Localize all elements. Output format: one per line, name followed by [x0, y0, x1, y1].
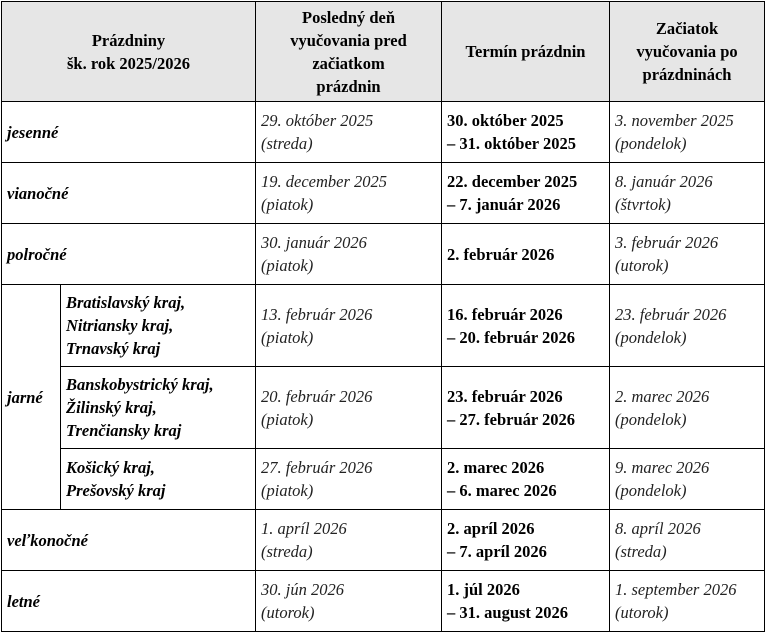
resume-cell: 3. november 2025 (pondelok) [610, 102, 765, 163]
region-cell: Banskobystrický kraj, Žilinský kraj, Trenčiansky kraj [61, 367, 256, 449]
table-row [2, 224, 765, 285]
last-day-cell: 13. február 2026 (piatok) [256, 285, 442, 367]
resume-cell: 8. január 2026 (štvrtok) [610, 163, 765, 224]
term-cell: 22. december 2025 – 7. január 2026 [442, 163, 610, 224]
resume-cell: 1. september 2026 (utorok) [610, 571, 765, 632]
table-row [2, 367, 765, 449]
region-cell: Košický kraj, Prešovský kraj [61, 449, 256, 510]
header-holidays: Prázdniny šk. rok 2025/2026 [2, 2, 256, 102]
term-cell: 2. marec 2026 – 6. marec 2026 [442, 449, 610, 510]
term-cell: 1. júl 2026 – 31. august 2026 [442, 571, 610, 632]
resume-cell: 8. apríl 2026 (streda) [610, 510, 765, 571]
resume-cell: 2. marec 2026 (pondelok) [610, 367, 765, 449]
table-row [2, 571, 765, 632]
school-holidays-table [1, 1, 765, 632]
last-day-cell: 20. február 2026 (piatok) [256, 367, 442, 449]
term-cell: 23. február 2026 – 27. február 2026 [442, 367, 610, 449]
header-term: Termín prázdnin [442, 2, 610, 102]
term-cell: 16. február 2026 – 20. február 2026 [442, 285, 610, 367]
region-cell: Bratislavský kraj, Nitriansky kraj, Trnavský kraj [61, 285, 256, 367]
table-row [2, 285, 765, 367]
holiday-name: jarné [2, 285, 61, 510]
last-day-cell: 30. január 2026 (piatok) [256, 224, 442, 285]
last-day-cell: 29. október 2025 (streda) [256, 102, 442, 163]
header-row [2, 2, 765, 102]
holiday-name: veľkonočné [2, 510, 256, 571]
table-row [2, 510, 765, 571]
term-cell: 30. október 2025 – 31. október 2025 [442, 102, 610, 163]
header-last-day: Posledný deň vyučovania pred začiatkom prázdnin [256, 2, 442, 102]
last-day-cell: 30. jún 2026 (utorok) [256, 571, 442, 632]
table-row [2, 163, 765, 224]
term-cell: 2. február 2026 [442, 224, 610, 285]
table-row [2, 449, 765, 510]
holiday-name: letné [2, 571, 256, 632]
holiday-name: jesenné [2, 102, 256, 163]
resume-cell: 9. marec 2026 (pondelok) [610, 449, 765, 510]
term-cell: 2. apríl 2026 – 7. apríl 2026 [442, 510, 610, 571]
holiday-name: polročné [2, 224, 256, 285]
resume-cell: 23. február 2026 (pondelok) [610, 285, 765, 367]
last-day-cell: 19. december 2025 (piatok) [256, 163, 442, 224]
header-resume: Začiatok vyučovania po prázdninách [610, 2, 765, 102]
last-day-cell: 27. február 2026 (piatok) [256, 449, 442, 510]
table-row [2, 102, 765, 163]
resume-cell: 3. február 2026 (utorok) [610, 224, 765, 285]
last-day-cell: 1. apríl 2026 (streda) [256, 510, 442, 571]
holiday-name: vianočné [2, 163, 256, 224]
